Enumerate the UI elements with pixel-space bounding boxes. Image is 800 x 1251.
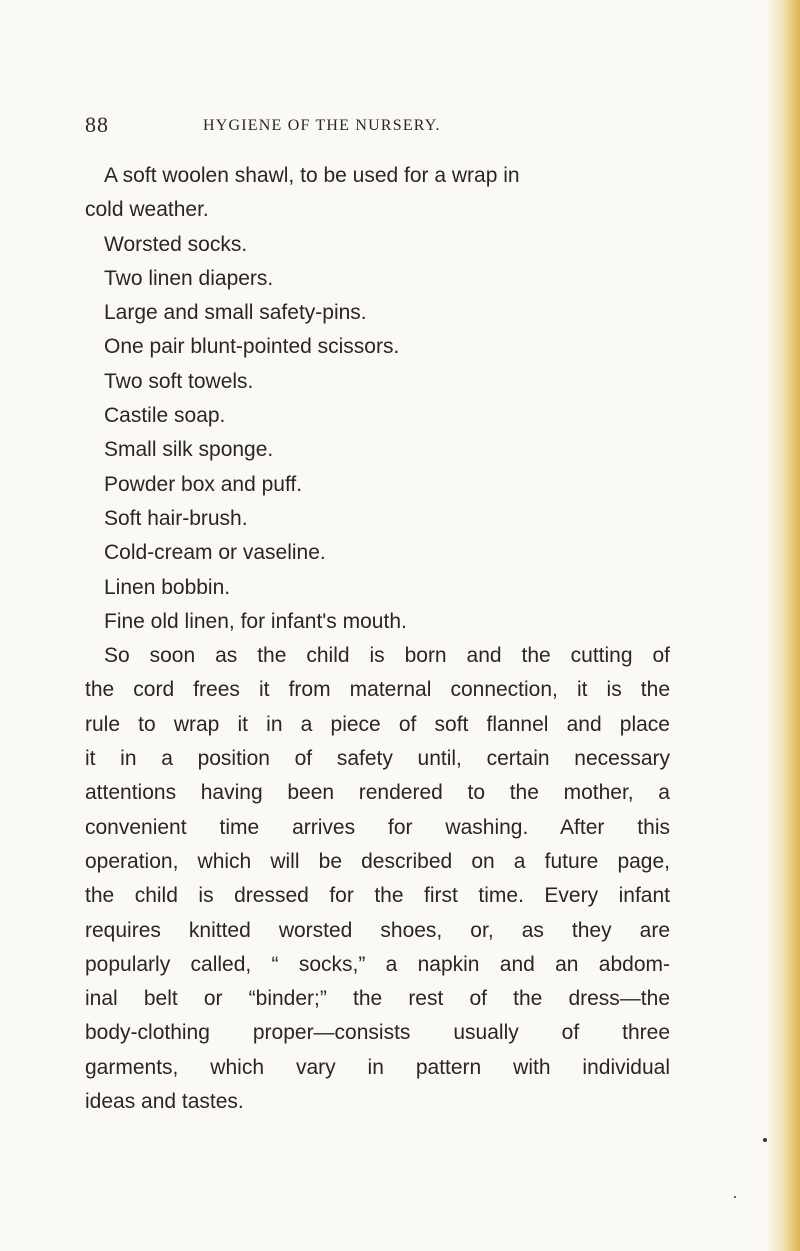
page-edge xyxy=(766,0,800,1251)
paragraph-line: operation, which will be described on a future page, xyxy=(85,849,670,873)
list-item: Soft hair-brush. xyxy=(104,506,248,530)
list-item: A soft woolen shawl, to be used for a wrap in xyxy=(104,164,520,187)
speck-mark xyxy=(763,1138,767,1142)
paragraph-line: inal belt or “binder;” the rest of the dress—the xyxy=(85,987,670,1011)
body-text xyxy=(85,159,670,1119)
list-item: Powder box and puff. xyxy=(104,472,303,496)
list-item: Cold-cream or vaseline. xyxy=(104,541,326,565)
paragraph-line: it in a position of safety until, certain necessary xyxy=(85,747,670,771)
paragraph-line: popularly called, “ socks,” a napkin and an abdom- xyxy=(85,952,670,976)
list-item: Two linen diapers. xyxy=(104,266,274,290)
paragraph-line: ideas and tastes. xyxy=(85,1090,244,1114)
list-item: Large and small safety-pins. xyxy=(104,301,367,325)
list-item: Worsted socks. xyxy=(104,232,248,256)
page-number: 88 xyxy=(85,112,109,137)
paragraph-line: requires knitted worsted shoes, or, as they are xyxy=(85,918,670,942)
list-item: Small silk sponge. xyxy=(104,438,274,462)
paragraph-line: So soon as the child is born and the cutting of xyxy=(104,644,670,668)
list-item: One pair blunt-pointed scissors. xyxy=(104,335,400,359)
paragraph-line: rule to wrap it in a piece of soft flannel and place xyxy=(85,712,670,736)
list-item: Linen bobbin. xyxy=(104,575,231,599)
paragraph-line: garments, which vary in pattern with individual xyxy=(85,1055,670,1079)
page-header xyxy=(0,112,800,142)
list-item: Castile soap. xyxy=(104,404,226,428)
list-item: Fine old linen, for infant's mouth. xyxy=(104,609,407,633)
speck-mark xyxy=(734,1196,736,1198)
list-item: cold weather. xyxy=(85,198,209,222)
paragraph-line: attentions having been rendered to the mother, a xyxy=(85,781,670,805)
paragraph-line: convenient time arrives for washing. After this xyxy=(85,815,670,839)
paragraph-line: the child is dressed for the first time. Every infant xyxy=(85,884,670,908)
running-head: HYGIENE OF THE NURSERY. xyxy=(203,117,441,134)
list-item: Two soft towels. xyxy=(104,369,254,393)
paragraph-line: body-clothing proper—consists usually of three xyxy=(85,1021,670,1045)
paragraph-line: the cord frees it from maternal connection, it is the xyxy=(85,678,670,702)
